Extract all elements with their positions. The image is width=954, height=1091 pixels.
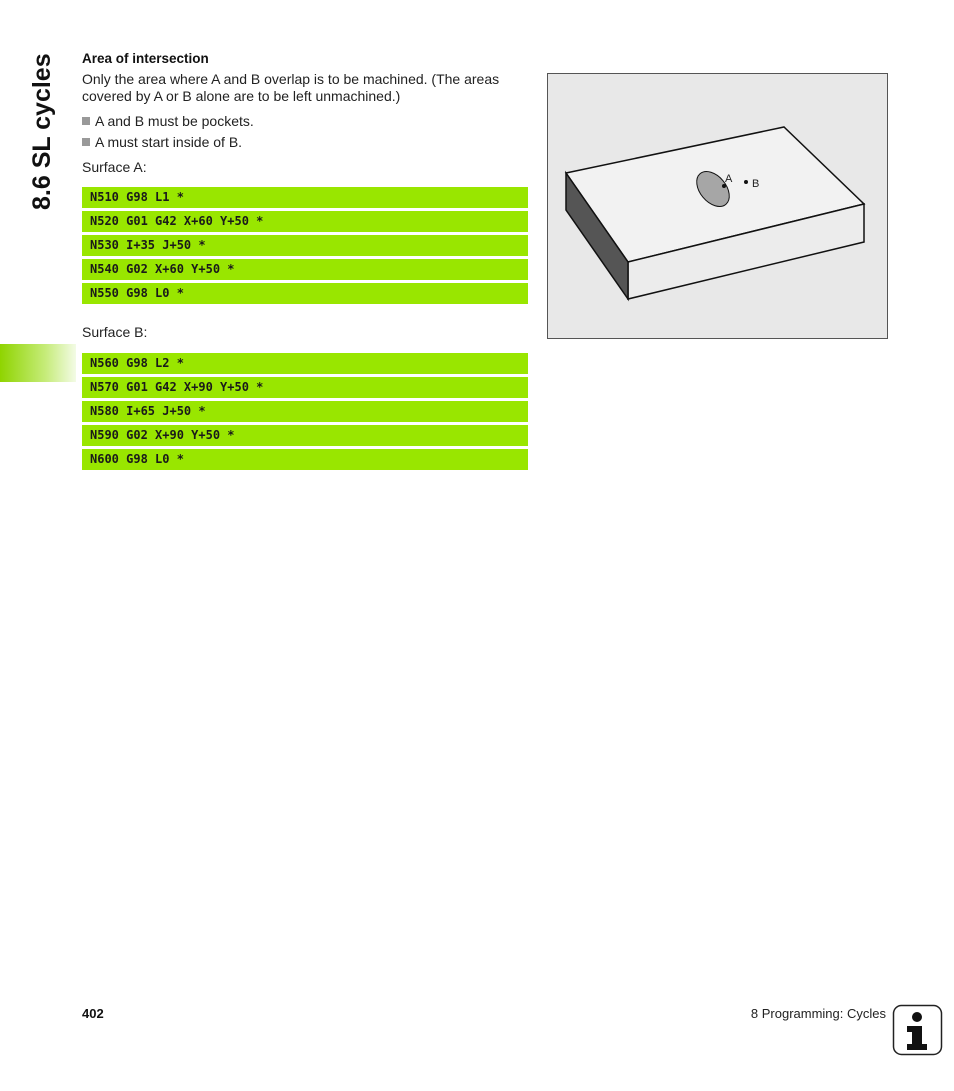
intro-paragraph: Only the area where A and B overlap is to be machined. (The areas covered by A or B alone are to be left unmachined.): [82, 71, 500, 104]
code-line: N520 G01 G42 X+60 Y+50 *: [82, 211, 528, 232]
surface-a-label: Surface A:: [82, 159, 147, 175]
code-line: N570 G01 G42 X+90 Y+50 *: [82, 377, 528, 398]
section-title-text: 8.6 SL cycles: [28, 53, 56, 210]
code-line: N600 G98 L0 *: [82, 449, 528, 470]
bullet-item: [82, 113, 254, 129]
bullet-text: A and B must be pockets.: [95, 113, 254, 129]
code-line: N530 I+35 J+50 *: [82, 235, 528, 256]
chapter-title: 8 Programming: Cycles: [750, 1006, 886, 1021]
surface-b-label: Surface B:: [82, 324, 148, 340]
label-b: B: [752, 178, 760, 190]
bullet-square-icon: [82, 117, 90, 125]
section-title-vertical: [28, 50, 58, 210]
code-line: N560 G98 L2 *: [82, 353, 528, 374]
bullet-text: A must start inside of B.: [95, 134, 243, 150]
label-a: A: [725, 173, 733, 185]
surface-b-code: [82, 353, 528, 473]
code-line: N580 I+65 J+50 *: [82, 401, 528, 422]
page-number: 402: [82, 1006, 104, 1021]
point-b-marker: [744, 180, 748, 184]
workpiece-illustration: [548, 74, 887, 338]
section-heading: Area of intersection: [82, 51, 209, 66]
surface-a-code: [82, 187, 528, 307]
intersection-figure: [547, 73, 888, 339]
bullet-square-icon: [82, 138, 90, 146]
code-line: N550 G98 L0 *: [82, 283, 528, 304]
bullet-item: [82, 134, 242, 150]
code-line: N590 G02 X+90 Y+50 *: [82, 425, 528, 446]
code-line: N510 G98 L1 *: [82, 187, 528, 208]
section-tab-marker: [0, 344, 76, 382]
info-icon: [892, 1004, 943, 1056]
code-line: N540 G02 X+60 Y+50 *: [82, 259, 528, 280]
